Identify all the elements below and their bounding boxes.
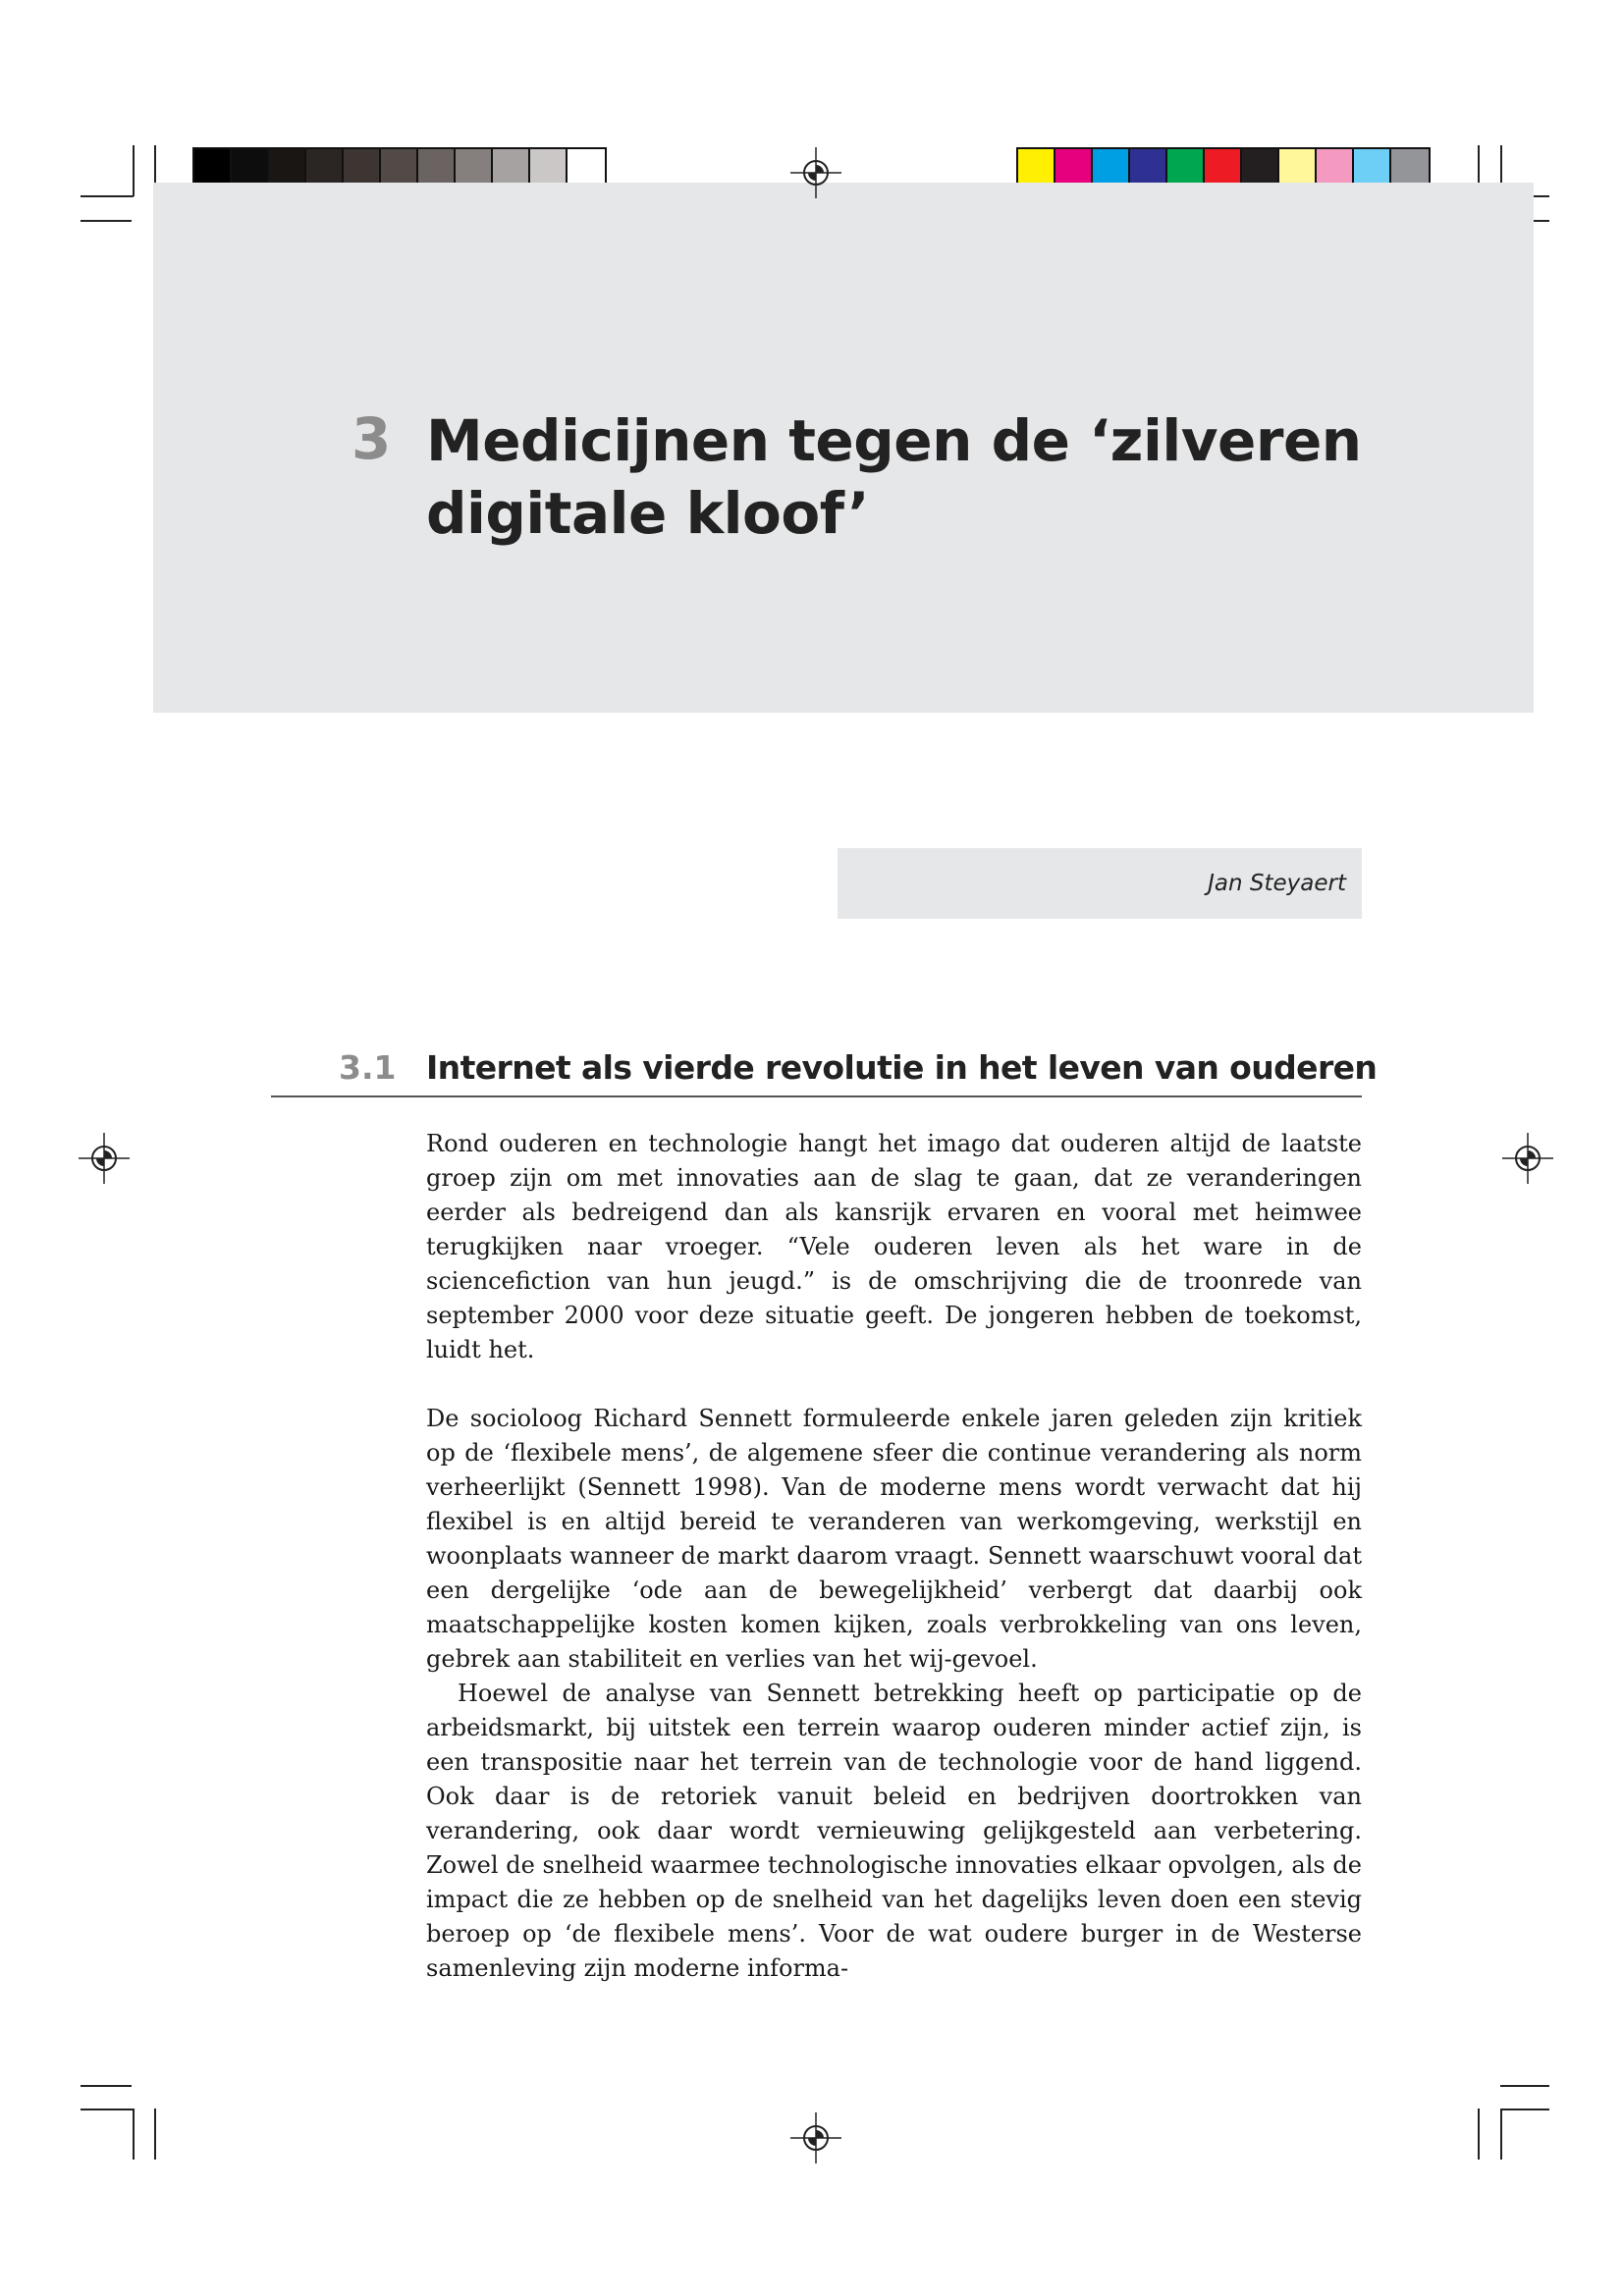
gray-swatch <box>568 149 605 185</box>
color-swatch <box>1167 149 1205 185</box>
crop-mark <box>154 2109 156 2160</box>
color-swatch <box>1205 149 1242 185</box>
section-number: 3.1 <box>339 1048 397 1087</box>
color-swatch <box>1317 149 1354 185</box>
crop-mark <box>1500 2109 1502 2160</box>
registration-target-icon <box>790 147 841 198</box>
gray-swatch <box>456 149 493 185</box>
color-swatch <box>1354 149 1391 185</box>
crop-mark <box>1500 2109 1549 2110</box>
grayscale-calibration-bar <box>192 147 607 187</box>
color-swatch <box>1093 149 1130 185</box>
chapter-number: 3 <box>352 405 392 472</box>
crop-mark <box>133 145 135 196</box>
gray-swatch <box>493 149 530 185</box>
paragraph: Rond ouderen en technologie hangt het imago dat ouderen altijd de laatste groep zijn om met innovaties aan de slag te gaan, dat ze veranderingen eerder als bedreigend dan als kansrijk ervaren en vooral met heimwee terugkijken naar vroeger. “Vele ouderen leven als het ware in de sciencefiction van hun jeugd.” is de omschrijving die de troonrede van september 2000 voor deze situatie geeft. De jongeren hebben de toekomst, luidt het. <box>426 1130 1362 1363</box>
gray-swatch <box>232 149 269 185</box>
crop-mark <box>81 220 132 222</box>
gray-swatch <box>269 149 306 185</box>
paragraph: Hoewel de analyse van Sennett betrekking heeft op participatie op de arbeidsmarkt, bij uitstek een terrein waarop ouderen minder actief zijn, is een transpositie naar het terrein van de technologie voor de hand liggend. Ook daar is de retoriek vanuit beleid en bedrijven doortrokken van verandering, ook daar wordt vernieuwing gelijkgesteld aan verbetering. Zowel de snelheid waarmee technologische innovaties elkaar opvolgen, als de impact die ze hebben op de snelheid van het dagelijks leven doen een stevig beroep op ‘de flexibele mens’. Voor de wat oudere burger in de Westerse samenleving zijn moderne informa- <box>426 1680 1362 1982</box>
registration-target-icon <box>79 1133 130 1184</box>
color-swatch <box>1018 149 1055 185</box>
color-swatch <box>1242 149 1279 185</box>
chapter-title: Medicijnen tegen de ‘zilveren digitale kloof’ <box>426 407 1362 547</box>
color-swatch <box>1130 149 1167 185</box>
registration-target-icon <box>790 2112 841 2163</box>
registration-target-icon <box>1502 1133 1553 1184</box>
color-swatch <box>1055 149 1093 185</box>
color-swatch <box>1391 149 1429 185</box>
crop-mark <box>81 2109 134 2110</box>
crop-mark <box>1500 2085 1549 2087</box>
author-name: Jan Steyaert <box>1208 871 1346 896</box>
gray-swatch <box>344 149 381 185</box>
section-divider <box>271 1095 1362 1097</box>
color-calibration-bar <box>1016 147 1431 187</box>
color-swatch <box>1279 149 1317 185</box>
gray-swatch <box>418 149 456 185</box>
body-text <box>426 1127 1362 1986</box>
crop-mark <box>133 2109 135 2160</box>
section-title: Internet als vierde revolutie in het leven van ouderen <box>426 1048 1378 1087</box>
crop-mark <box>81 2085 132 2087</box>
author-box <box>838 848 1362 919</box>
crop-mark <box>1478 2109 1480 2160</box>
gray-swatch <box>194 149 232 185</box>
gray-swatch <box>381 149 418 185</box>
crop-mark <box>81 195 134 197</box>
gray-swatch <box>306 149 344 185</box>
gray-swatch <box>530 149 568 185</box>
paragraph: De socioloog Richard Sennett formuleerde enkele jaren geleden zijn kritiek op de ‘flexibele mens’, de algemene sfeer die continue verandering als norm verheerlijkt (Sennett 1998). Van de moderne mens wordt verwacht dat hij flexibel is en altijd bereid te veranderen van werkomgeving, werkstijl en woonplaats wanneer de markt daarom vraagt. Sennett waarschuwt vooral dat een dergelijke ‘ode aan de bewegelijkheid’ verbergt dat daarbij ook maatschappelijke kosten komen kijken, zoals verbrokkeling van ons leven, gebrek aan stabiliteit en verlies van het wij-gevoel. <box>426 1405 1362 1673</box>
